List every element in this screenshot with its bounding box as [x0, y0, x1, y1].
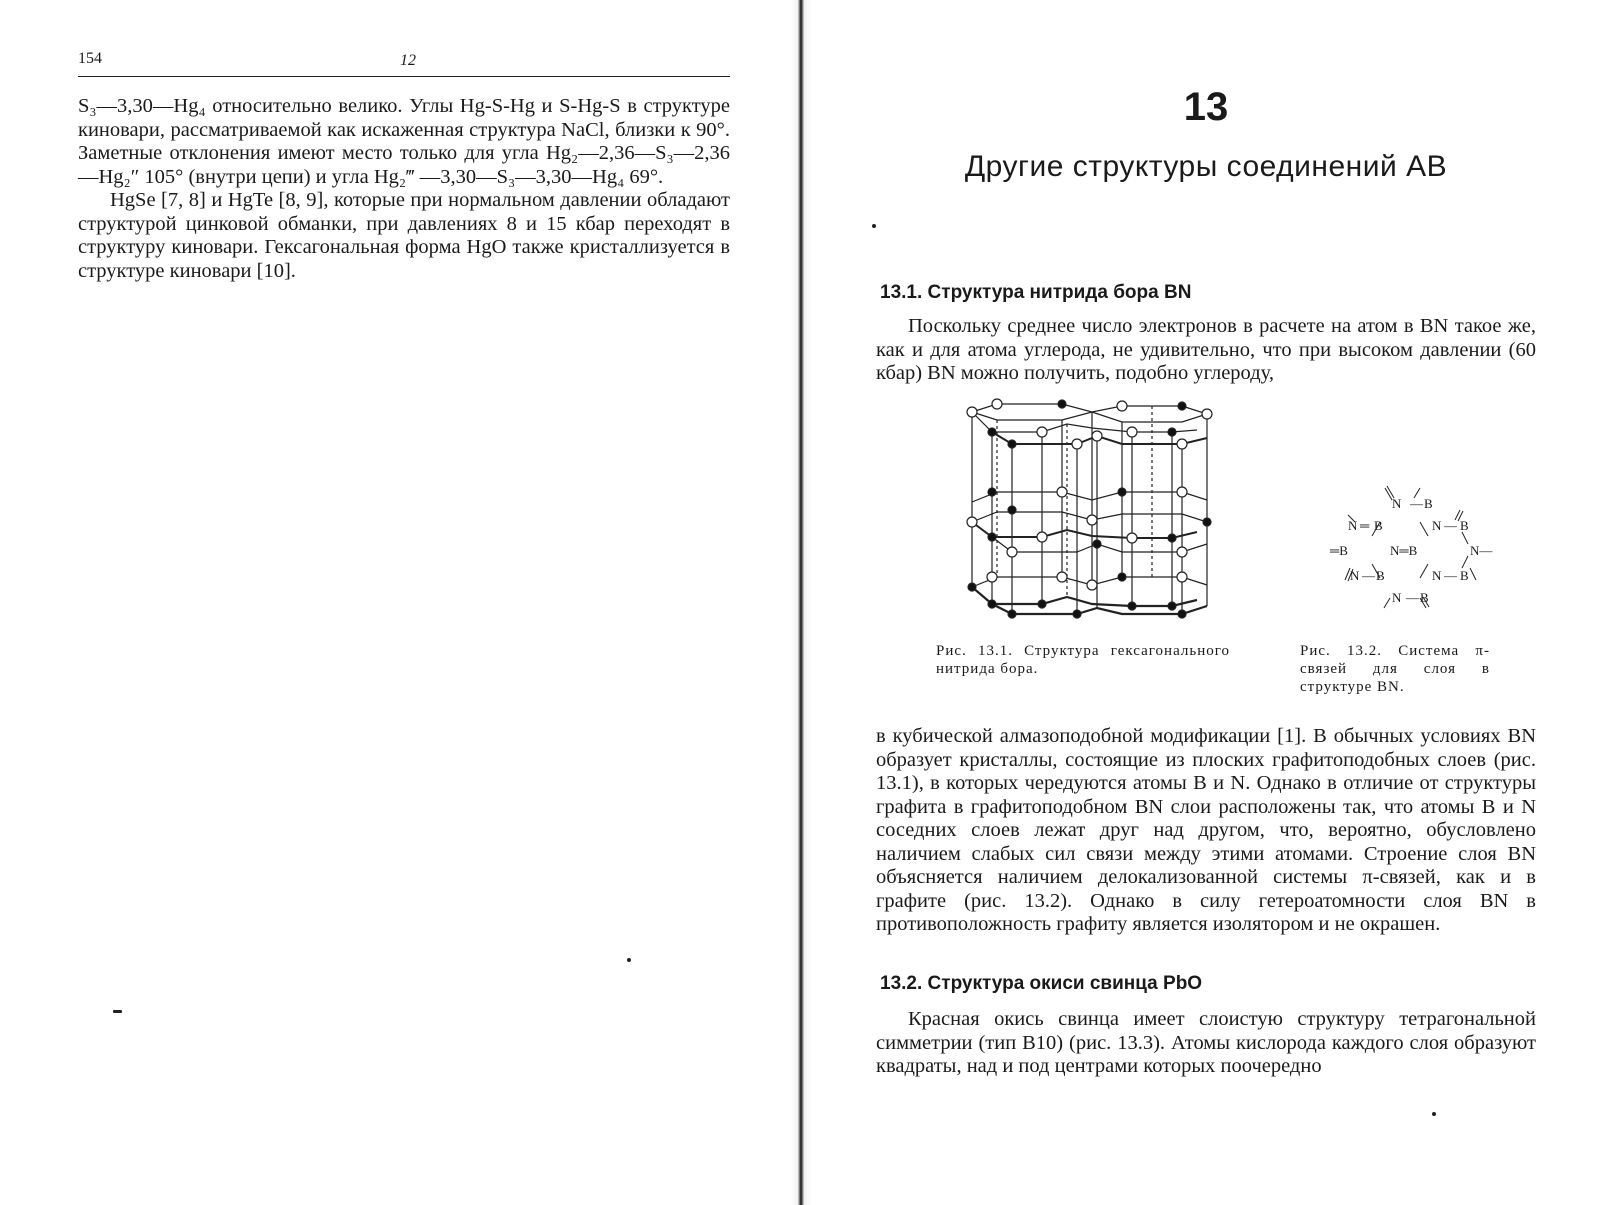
fig2-label-dash: ═ — [1360, 518, 1370, 533]
fig2-label-dash: — — [1410, 496, 1423, 511]
fig2-label-dash: — — [1444, 518, 1457, 533]
scan-speck — [627, 958, 631, 962]
paragraph: Красная окись свинца имеет слоистую структуру тетрагональной симметрии (тип B10) (рис. 13.3). Атомы кислорода каждого слоя образуют квадраты, над и под центрами которых поочередно — [876, 1008, 1536, 1077]
running-head-chapter: 12 — [400, 52, 416, 69]
fig2-label-n: N — [1392, 496, 1402, 511]
paragraph: HgSe [7, 8] и HgTe [8, 9], которые при нормальном давлении обладают структурой цинковой обманки, при давлениях 8 и 15 кбар переходят в структуру киновари. Гексагональная форма HgO также кристаллизуется в структуре киновари [10]. — [78, 189, 730, 282]
fig2-label-b: B — [1460, 568, 1469, 583]
left-body-text — [78, 95, 730, 283]
fig2-label-dash: — — [1362, 568, 1375, 583]
fig2-label-b: B — [1374, 518, 1383, 533]
section-heading-13-1: 13.1. Структура нитрида бора BN — [880, 282, 1192, 303]
fig2-label-b: B — [1376, 568, 1385, 583]
book-spine — [790, 0, 812, 1205]
fig2-label-n-eq-b: N═B — [1390, 543, 1418, 558]
scan-speck — [872, 224, 876, 228]
chapter-title: Другие структуры соединений AB — [964, 150, 1448, 183]
scan-speck — [113, 1010, 122, 1013]
left-page — [0, 0, 790, 1205]
fig2-label-n: N — [1432, 518, 1442, 533]
scan-speck — [1432, 1112, 1436, 1116]
fig2-label-n: N — [1350, 568, 1360, 583]
figure-13-1-lattice — [952, 392, 1252, 632]
fig2-label-dash: — — [1444, 568, 1457, 583]
fig2-label-n: N — [1392, 590, 1402, 605]
fig2-label-dash: — — [1406, 590, 1419, 605]
fig2-label-eq-b: ═B — [1330, 543, 1348, 558]
section-heading-13-2: 13.2. Структура окиси свинца PbO — [880, 973, 1203, 994]
fig2-label-b: B — [1420, 590, 1429, 605]
right-page — [812, 0, 1600, 1205]
running-head — [78, 50, 730, 77]
fig2-label-b: B — [1424, 496, 1433, 511]
fig2-label-n: N — [1432, 568, 1442, 583]
paragraph: Поскольку среднее число электронов в расчете на атом в BN такое же, как и для атома углерода, не удивительно, что при высоком давлении (60 кбар) BN можно получить, подобно углероду, — [876, 315, 1536, 384]
paragraph: S₃—3,30—Hg₄ относительно велико. Углы Hg-S-Hg и S-Hg-S в структуре киновари, рассматриваемой как искаженная структура NaCl, близки к 90°. Заметные отклонения имеют место только для угла Hg₂—2,36—S₃—2,36—Hg₂″ 105° (внутри цепи) и угла Hg₂‴ —3,30—S₃—3,30—Hg₄ 69°. — [78, 95, 730, 188]
fig2-label-n-dash: N— — [1470, 543, 1493, 558]
fig2-label-b: B — [1460, 518, 1469, 533]
section1-paragraph1 — [876, 315, 1536, 386]
fig2-label-n: N — [1348, 518, 1358, 533]
figure-13-1-caption: Рис. 13.1. Структура гексагонального нитрида бора. — [936, 643, 1230, 677]
section1-paragraph2 — [876, 725, 1536, 937]
chapter-number: 13 — [1183, 85, 1229, 129]
page-number: 154 — [78, 50, 102, 67]
figure-13-2-caption: Рис. 13.2. Система π-связей для слоя в структуре BN. — [1300, 643, 1490, 695]
section2-paragraph1 — [876, 1008, 1536, 1079]
paragraph: в кубической алмазоподобной модификации [1]. В обычных условиях BN образует кристаллы, состоящие из плоских графитоподобных слоев (рис. 13.1), в которых чередуются атомы B и N. Однако в отличие от структуры графита в графитоподобном BN слои расположены так, что атомы B и N соседних слоев лежат друг над другом, что, вероятно, обусловлено наличием слабых сил связи между этими атомами. Строение слоя BN объясняется наличием делокализованной системы π-связей, как и в графите (рис. 13.2). Однако в силу гетероатомности слоя BN в противоположность графиту является изолятором и не окрашен. — [876, 725, 1536, 935]
figure-13-2-pi-bonds — [1320, 480, 1510, 620]
